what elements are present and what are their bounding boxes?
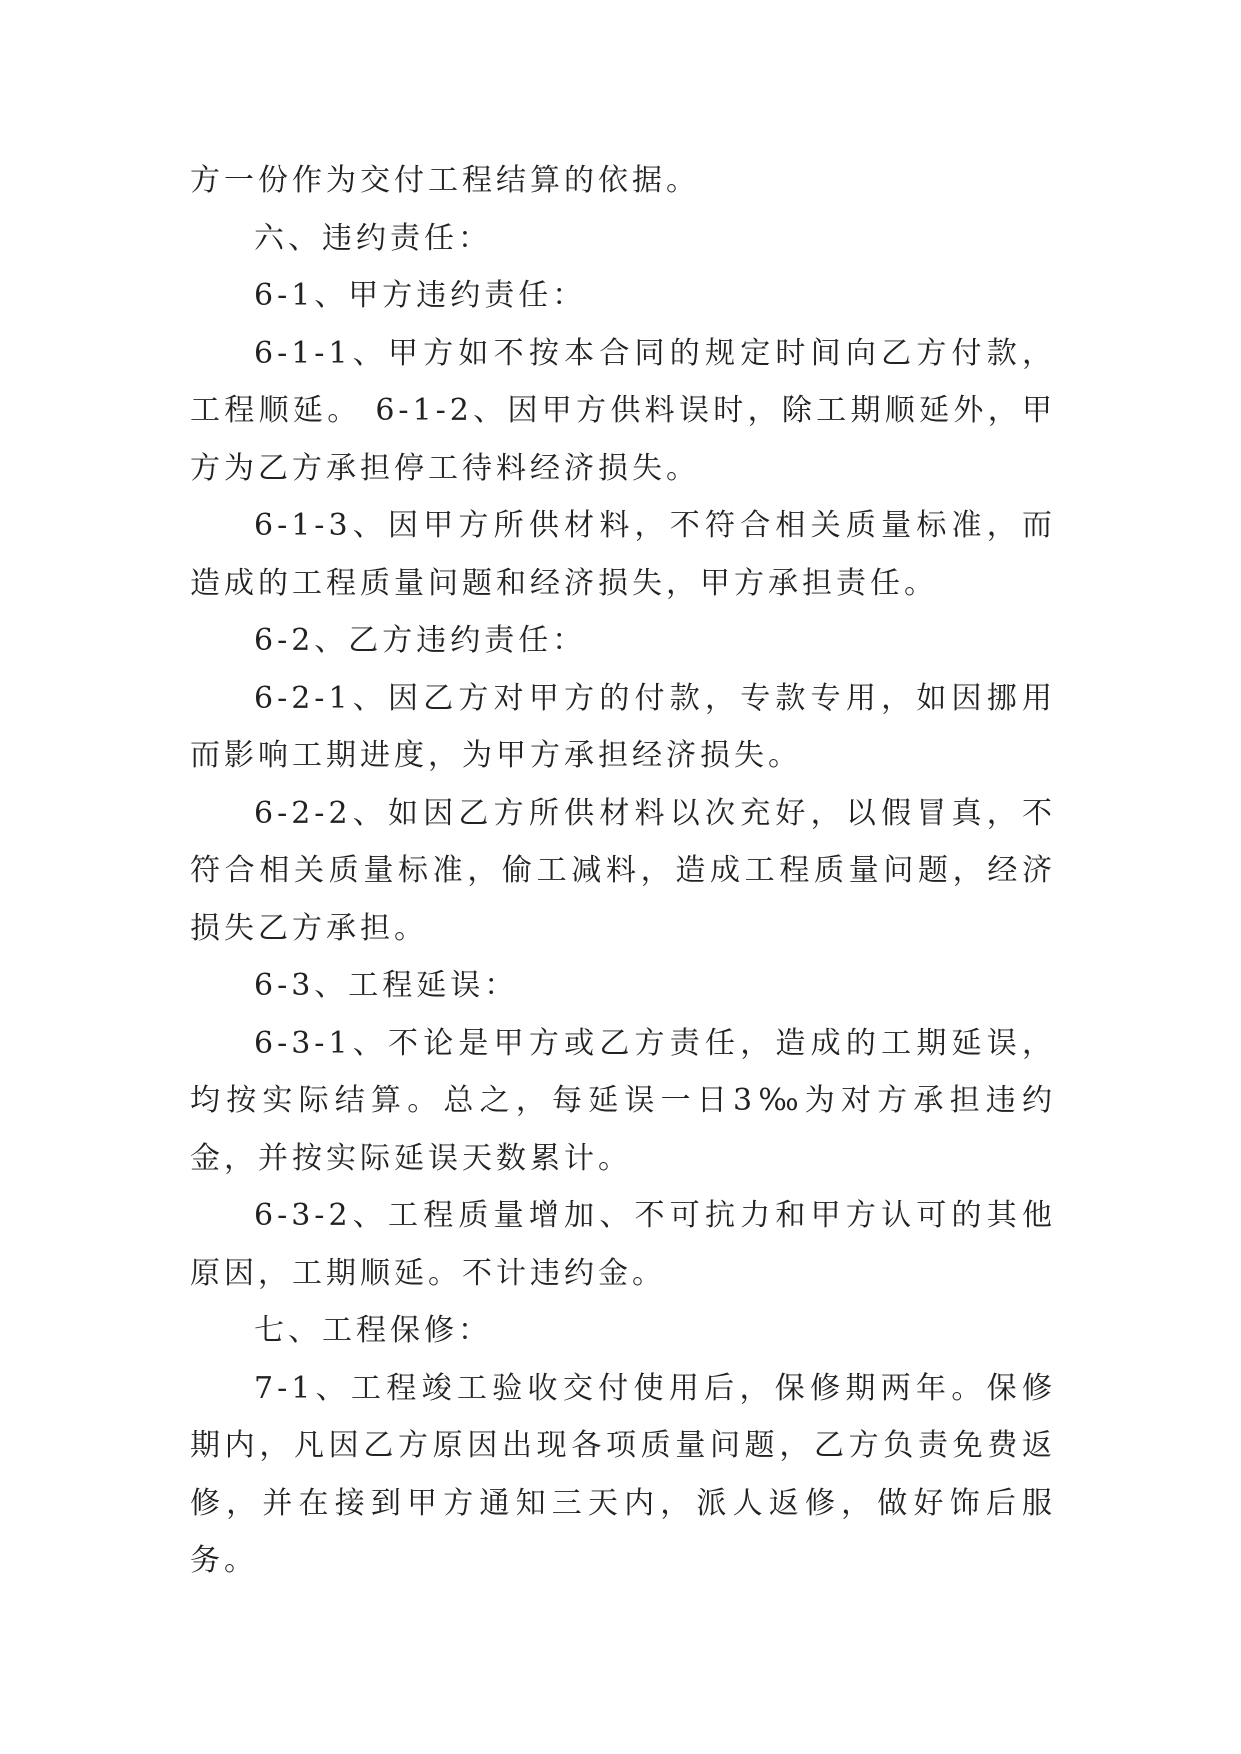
subheading-party-a-liability: 6-1、甲方违约责任： [254, 278, 587, 313]
clause-6-3-2: 6-3-2、工程质量增加、不可抗力和甲方认可的其他原因，工期顺延。不计违约金。 [190, 1198, 1056, 1291]
paragraph-continuation: 方一份作为交付工程结算的依据。 [190, 163, 700, 198]
clause-6-1-1: 6-1-1、甲方如不按本合同的规定时间向乙方付款，工程顺延。 6-1-2、因甲方供料误时，除工期顺延外，甲方为乙方承担停工待料经济损失。 [190, 335, 1056, 486]
document-body [190, 152, 1056, 1590]
clause-6-2-1: 6-2-1、因乙方对甲方的付款，专款专用，如因挪用而影响工期进度，为甲方承担经济损失。 [190, 680, 1056, 773]
section-heading-breach-liability: 六、违约责任： [254, 220, 492, 256]
clause-6-3-1: 6-3-1、不论是甲方或乙方责任，造成的工期延误，均按实际结算。总之，每延误一日3‰为对方承担违约金，并按实际延误天数累计。 [190, 1025, 1056, 1176]
clause-7-1: 7-1、工程竣工验收交付使用后，保修期两年。保修期内，凡因乙方原因出现各项质量问题，乙方负责免费返修，并在接到甲方通知三天内，派人返修，做好饰后服务。 [190, 1370, 1056, 1578]
clause-6-2-2: 6-2-2、如因乙方所供材料以次充好，以假冒真，不符合相关质量标准，偷工减料，造成工程质量问题，经济损失乙方承担。 [190, 795, 1056, 946]
clause-6-1-3: 6-1-3、因甲方所供材料，不符合相关质量标准，而造成的工程质量问题和经济损失，甲方承担责任。 [190, 508, 1056, 601]
subheading-project-delay: 6-3、工程延误： [254, 968, 519, 1003]
section-heading-warranty: 七、工程保修： [254, 1313, 492, 1348]
subheading-party-b-liability: 6-2、乙方违约责任： [254, 623, 587, 658]
